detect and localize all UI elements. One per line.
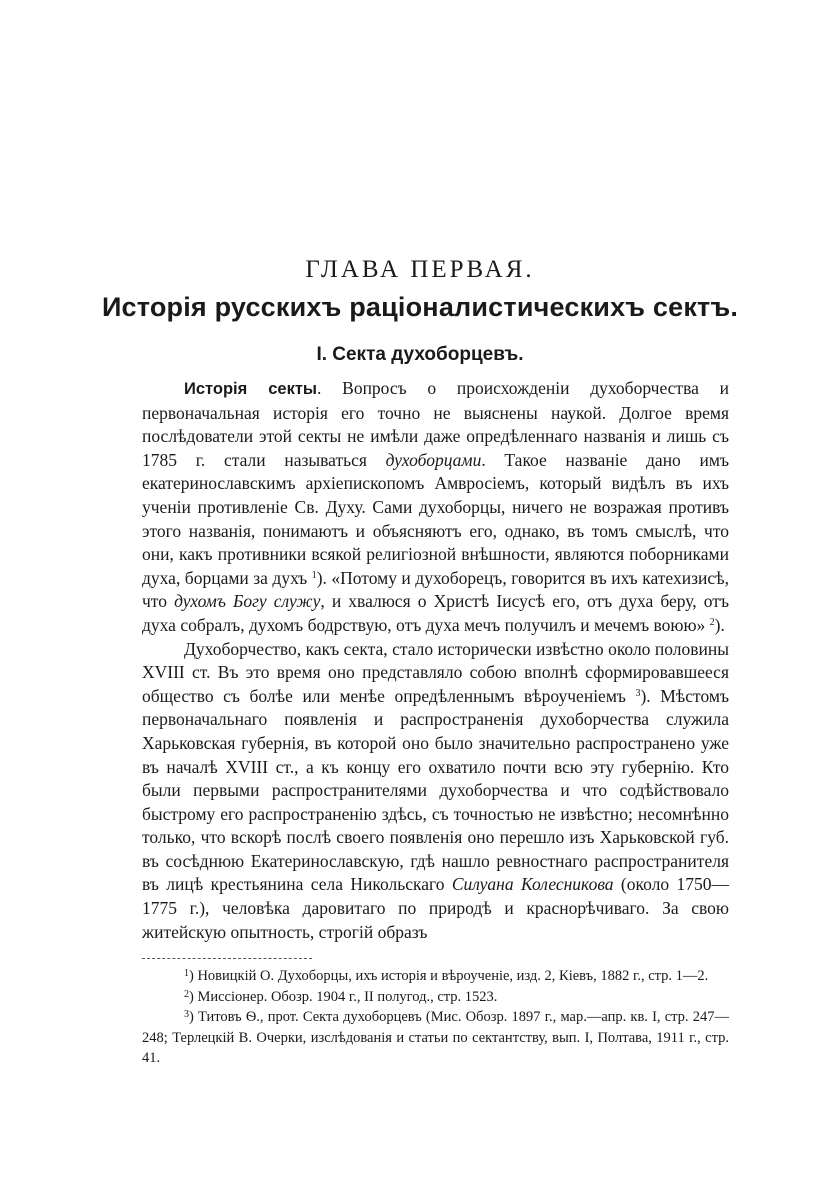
text-run: (около 1750—1775 г.), человѣка даровитаго по природѣ и краснорѣчиваго. За свою житейскую опытность, строгій образъ [142,874,730,942]
footnote-text: ) Миссіонер. Обозр. 1904 г., II полугод., стр. 1523. [189,988,498,1005]
text-run: . Вопросъ о происхожденіи духоборчества и первоначальная исторія его точно не выяснены наукой. Долгое время послѣдователи этой секты не имѣли даже опредѣленнаго названія и лишь съ 1785 г. стали называться [142,378,729,470]
text-run: . Такое названіе дано имъ екатеринославскимъ архіепископомъ Амвросіемъ, который видѣлъ въ ихъ ученіи противленіе Св. Духу. Сами духоборцы, ничего не возражая противъ этого названія, понимаютъ и объясняютъ его, однако, въ томъ смыслѣ, что они, какъ противники всякой религіозной внѣшности, являются поборниками духа, борцами за духъ [142,449,729,588]
text-run: . «Потому и духоборецъ, говорится въ ихъ катехизисѣ, что [142,567,729,612]
text-run: . [720,614,725,635]
footnote-text: ) Титовъ Ѳ., прот. Секта духоборцевъ (Мис. Обозр. 1897 г., мар.—апр. кв. I, стр. 247—248; Терлецкій В. Очерки, изслѣдованія и статьи по сектантству, вып. I, Полтава, 1911 г., стр. 41. [142,1009,729,1066]
footnote-separator [142,958,312,959]
footnote-3 [142,1007,729,1069]
paragraph [142,638,729,945]
footnote-ref[interactable]: 3 [635,687,641,699]
footnote-mark: 2 [184,988,189,1000]
paragraph: Исторія секты. Вопросъ о происхожденіи духоборчества и первоначальная исторія его точно не выяснены наукой. Долгое время послѣдователи этой секты не имѣли даже опредѣленнаго названія и лишь съ 1785 г. стали называться духоборцами. Такое названіе дано имъ екатеринославскимъ архіепископомъ Амвросіемъ, который видѣлъ въ ихъ ученіи противленіе Св. Духу. Сами духоборцы, ничего не возражая противъ этого названія, понимаютъ и объясняютъ его, однако, въ томъ смыслѣ, что они, какъ противники всякой религіозной внѣшности, являются поборниками духа, борцами за духъ $^1$). «Потому и духоборецъ, говорится въ ихъ катехизисѣ, что духомъ Богу служу, и хвалюся о Христѣ Іисусѣ его, отъ духа беру, отъ духа собралъ, духомъ бодрствую, отъ духа мечъ получилъ и мечемъ воюю» $^2$). [142,378,730,635]
section-title: I. Секта духоборцевъ. [316,344,524,365]
footnote-text: ) Новицкій О. Духоборцы, ихъ исторія и вѣроученіе, изд. 2, Кіевъ, 1882 г., стр. 1—2. [189,968,709,984]
footnote-1 [142,966,729,987]
text-run: , и хвалюся о Христѣ Іисусѣ его, отъ духа беру, отъ духа собралъ, духомъ бодрствую, отъ духа мечъ получилъ и мечемъ воюю» [142,591,730,635]
run-in-heading: Исторія секты [184,380,318,398]
italic-term: духоборцами [385,449,482,470]
text-run: Духоборчество, какъ секта, стало исторически извѣстно около половины XVIII ст. Въ это время оно представляло собою вполнѣ сформировавшееся общество съ болѣе или менѣе опредѣленнымъ вѣроученіемъ [142,638,729,706]
chapter-label: ГЛАВА ПЕРВАЯ. [305,256,535,283]
footnote-ref[interactable]: 1 [311,569,317,581]
body-text [142,377,729,944]
italic-quote: духомъ Богу служу [174,591,321,612]
chapter-title: Исторія русскихъ раціоналистическихъ сектъ. [101,292,739,322]
footnotes [142,966,729,1069]
footnote-mark: 1 [184,968,189,979]
text-run: ). Мѣстомъ первоначальнаго появленія и распространенія духоборчества служила Харьковская губернія, въ которой оно было значительно распространено уже въ началѣ XVIII ст., а къ концу его охватило почти всю эту губернію. Кто были первыми распространителями духоборчества и что содѣйствовало быстрому его распространенію здѣсь, съ точностью не извѣстно; несомнѣнно только, что вскорѣ послѣ своего появленія оно перешло изъ Харьковской губ. въ сосѣднюю Екатеринославскую, гдѣ нашло ревностнаго распространителя въ лицѣ крестьянина села Никольскаго [142,685,730,895]
footnote-mark: 3 [184,1009,189,1020]
footnote-ref[interactable]: 2 [709,616,715,628]
italic-name: Силуана Колесникова [451,874,614,895]
footnote-2 [142,987,729,1008]
